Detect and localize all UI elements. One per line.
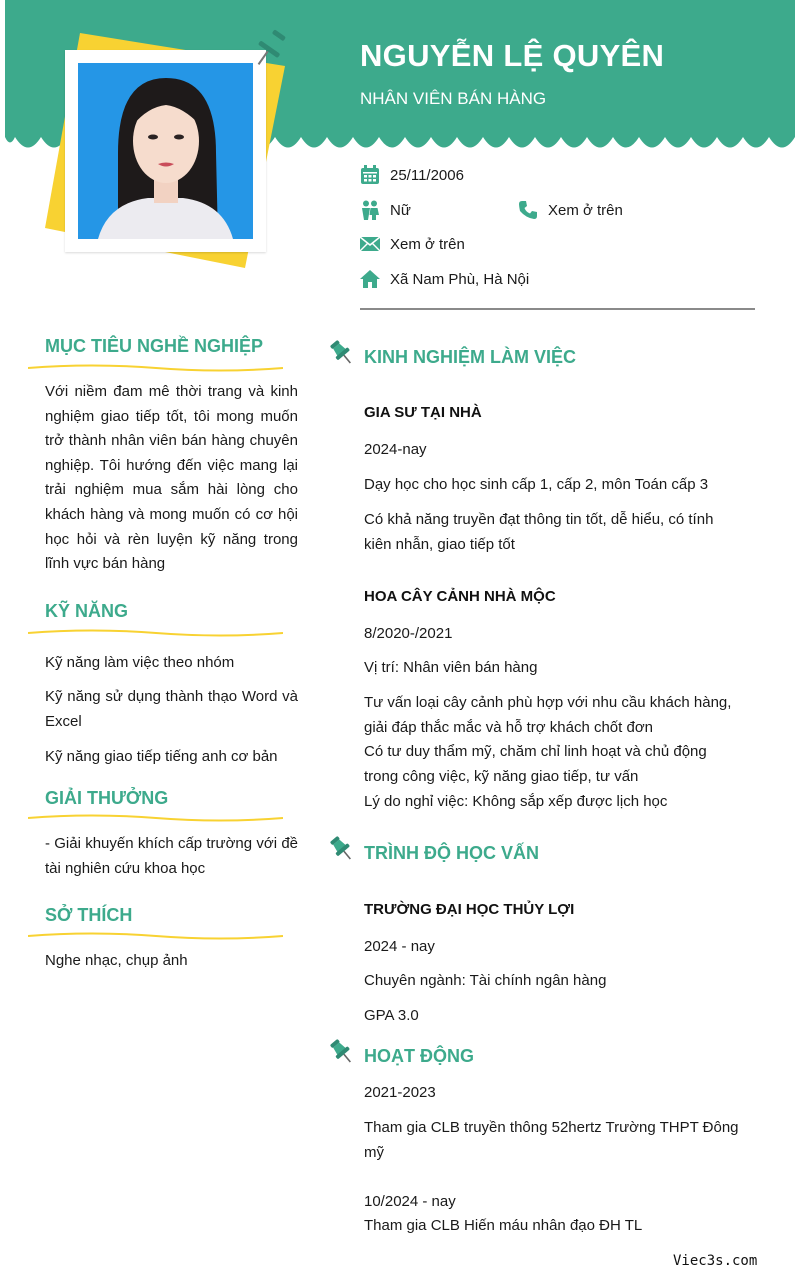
experience-heading: KINH NGHIỆM LÀM VIỆC — [364, 347, 577, 367]
address-value: Xã Nam Phù, Hà Nội — [390, 270, 530, 288]
birthday-value: 25/11/2006 — [390, 166, 464, 184]
hobbies-underline — [28, 931, 283, 941]
phone-value: Xem ở trên — [548, 201, 623, 219]
job-company: HOA CÂY CẢNH NHÀ MỘC — [364, 588, 556, 605]
envelope-icon — [360, 234, 380, 254]
pushpin-icon — [328, 1038, 356, 1066]
skills-heading: KỸ NĂNG — [45, 601, 129, 621]
awards-underline — [28, 813, 283, 823]
education-gpa: GPA 3.0 — [364, 1007, 419, 1024]
people-icon — [360, 200, 380, 220]
awards-heading: GIẢI THƯỞNG — [45, 788, 169, 808]
skills-underline — [28, 628, 283, 638]
phone-row — [518, 200, 623, 220]
activity-detail: Tham gia CLB Hiến máu nhân đạo ĐH TL — [364, 1217, 643, 1234]
gender-value: Nữ — [390, 201, 411, 219]
header-divider — [360, 308, 755, 310]
hobbies-heading: SỞ THÍCH — [45, 905, 133, 925]
job-period: 2024-nay — [364, 441, 427, 458]
job-detail: Tư vấn loại cây cảnh phù hợp với nhu cầu khách hàng, giải đáp thắc mắc và hỗ trợ khách chốt đơn — [364, 694, 732, 736]
skill-item: Kỹ năng sử dụng thành thạo Word và Excel — [45, 688, 298, 730]
objective-text: Với niềm đam mê thời trang và kinh nghiệm giao tiếp tốt, tôi mong muốn trở thành nhân viên bán hàng chuyên nghiệp. Tôi hướng đến việc mang lại trải nghiệm mua sắm hài lòng cho khách hàng và mong muốn có cơ hội học hỏi và rèn luyện kỹ năng trong lĩnh vực bán hàng — [45, 383, 298, 573]
job-title: NHÂN VIÊN BÁN HÀNG — [360, 89, 547, 108]
pushpin-icon — [328, 835, 356, 863]
job-detail: Có tư duy thẩm mỹ, chăm chỉ linh hoạt và chủ động trong công việc, kỹ năng giao tiếp, tư vấn — [364, 743, 707, 785]
activity-detail: Tham gia CLB truyền thông 52hertz Trường THPT Đông mỹ — [364, 1119, 739, 1161]
education-heading: TRÌNH ĐỘ HỌC VẤN — [364, 843, 539, 863]
job-detail: Dạy học cho học sinh cấp 1, cấp 2, môn Toán cấp 3 — [364, 476, 709, 493]
awards-text: - Giải khuyến khích cấp trường với đề tài nghiên cứu khoa học — [45, 835, 298, 877]
objective-underline — [28, 363, 283, 373]
home-icon — [360, 269, 380, 289]
pushpin-icon — [328, 339, 356, 367]
job-period: 8/2020-/2021 — [364, 625, 453, 642]
email-row — [360, 234, 465, 254]
job-detail: Vị trí: Nhân viên bán hàng — [364, 659, 538, 676]
skill-item: Kỹ năng giao tiếp tiếng anh cơ bản — [45, 748, 278, 765]
activities-heading: HOẠT ĐỘNG — [364, 1046, 474, 1066]
job-detail: Có khả năng truyền đạt thông tin tốt, dễ hiểu, có tính kiên nhẫn, giao tiếp tốt — [364, 511, 714, 553]
candidate-name: NGUYỄN LỆ QUYÊN — [360, 38, 665, 73]
avatar — [78, 63, 253, 239]
address-row — [360, 269, 529, 289]
job-detail: Lý do nghỉ việc: Không sắp xếp được lịch học — [364, 793, 668, 810]
activity-period: 2021-2023 — [364, 1084, 436, 1101]
job-company: GIA SƯ TẠI NHÀ — [364, 404, 482, 421]
education-period: 2024 - nay — [364, 938, 435, 955]
phone-icon — [518, 200, 538, 220]
photo-frame — [65, 50, 266, 252]
education-major: Chuyên ngành: Tài chính ngân hàng — [364, 972, 607, 989]
skill-item: Kỹ năng làm việc theo nhóm — [45, 654, 235, 671]
footer-brand[interactable]: Viec3s.com — [673, 1253, 758, 1269]
birthday-row — [360, 165, 464, 185]
profile-photo-block — [40, 28, 300, 273]
activity-period: 10/2024 - nay — [364, 1193, 456, 1210]
pushpin-icon — [248, 26, 292, 70]
school-name: TRƯỜNG ĐẠI HỌC THỦY LỢI — [364, 901, 575, 918]
calendar-icon — [360, 165, 380, 185]
hobbies-text: Nghe nhạc, chụp ảnh — [45, 952, 188, 969]
objective-heading: MỤC TIÊU NGHỀ NGHIỆP — [45, 336, 264, 356]
gender-row — [360, 200, 411, 220]
email-value: Xem ở trên — [390, 235, 465, 253]
